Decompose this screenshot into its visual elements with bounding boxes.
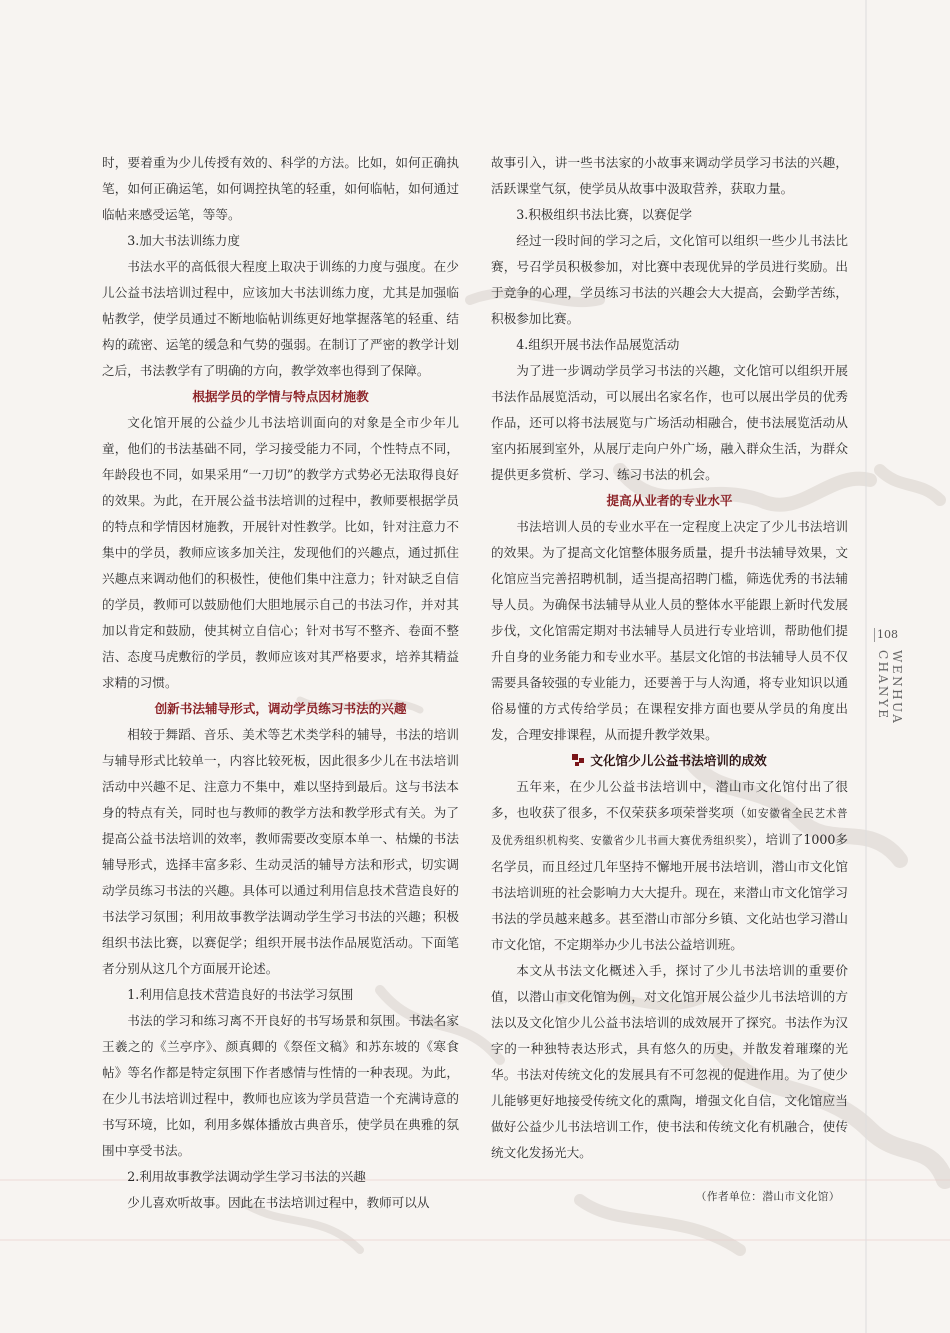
page-number: 108 <box>874 628 896 642</box>
subheading: 4.组织开展书法作品展览活动 <box>516 337 680 352</box>
paragraph: 书法的学习和练习离不开良好的书写场景和氛围。书法名家王羲之的《兰亭序》、颜真卿的《祭侄文稿》和苏东坡的《寒食帖》等名作都是特定氛围下作者感情与性情的一种表现。为此，在少儿书法培训过程中，教师也应该为学员营造一个充满诗意的书写环境，比如，利用多媒体播放古典音乐，使学员在典雅的氛围中享受书法。 <box>102 1013 459 1158</box>
paragraph: 经过一段时间的学习之后，文化馆可以组织一些少儿书法比赛，号召学员积极参加，对比赛中表现优异的学员进行奖励。出于竞争的心理，学员练习书法的兴趣会大大提高，会勤学苦练，积极参加比赛。 <box>491 233 848 326</box>
paragraph: 书法培训人员的专业水平在一定程度上决定了少儿书法培训的效果。为了提高文化馆整体服务质量，提升书法辅导效果，文化馆应当完善招聘机制，适当提高招聘门槛，筛选优秀的书法辅导人员。为确保书法辅导从业人员的整体水平能跟上新时代发展步伐，文化馆需定期对书法辅导人员进行专业培训，帮助他们提升自身的业务能力和专业水平。基层文化馆的书法辅导人员不仅需要具备较强的专业能力，还要善于与人沟通，将专业知识以通俗易懂的方式传给学员；在课程安排方面也要从学员的角度出发，合理安排课程，从而提升教学效果。 <box>491 519 848 742</box>
page-side-tab <box>874 628 904 726</box>
section-heading-text: 文化馆少儿公益书法培训的成效 <box>590 753 767 768</box>
subheading: 3.加大书法训练力度 <box>127 233 240 248</box>
paragraph: 少儿喜欢听故事。因此在书法培训过程中，教师可以从 <box>127 1195 430 1210</box>
section-heading: 创新书法辅导形式，调动学员练习书法的兴趣 <box>154 701 407 716</box>
paragraph-text: ），培训了1000多名学员，而且经过几年坚持不懈地开展书法培训，潜山市文化馆书法培训班的社会影响力大大提升。现在，来潜山市文化馆学习书法的学员越来越多。甚至潜山市部分乡镇、文化站也学习潜山市文化馆，不定期举办少儿书法公益培训班。 <box>491 832 848 952</box>
paragraph: 书法水平的高低很大程度上取决于训练的力度与强度。在少儿公益书法培训过程中，应该加大书法训练力度，尤其是加强临帖教学，使学员通过不断地临帖训练更好地掌握落笔的轻重、结构的疏密、运笔的缓急和气势的强弱。在制订了严密的教学计划之后，书法教学有了明确的方向，教学效率也得到了保障。 <box>102 259 459 378</box>
paragraph-text: 五年来，在少儿公益书法培训中，潜山市文化馆付出了很多，也收获了很多，不仅荣获多项荣誉奖项（ <box>491 779 848 820</box>
award-note: 如安徽省全民艺术普及优秀组织机构奖、安徽省少儿书画大赛优秀组织奖 <box>491 808 849 847</box>
paragraph: 相较于舞蹈、音乐、美术等艺术类学科的辅导，书法的培训与辅导形式比较单一，内容比较死板，因此很多少儿在书法培训活动中兴趣不足、注意力不集中，难以坚持到最后。这与书法本身的特点有关，同时也与教师的教学方法和教学形式有关。为了提高公益书法培训的效率，教师需要改变原本单一、枯燥的书法辅导形式，选择丰富多彩、生动灵活的辅导方法和形式，切实调动学员练习书法的兴趣。具体可以通过利用信息技术营造良好的书法学习氛围；利用故事教学法调动学生学习书法的兴趣；积极组织书法比赛，以赛促学；组织开展书法作品展览活动。下面笔者分别从这几个方面展开论述。 <box>102 727 459 976</box>
subheading: 3.积极组织书法比赛，以赛促学 <box>516 207 692 222</box>
paragraph: 故事引入，讲一些书法家的小故事来调动学员学习书法的兴趣，活跃课堂气氛，使学员从故事中汲取营养，获取力量。 <box>491 155 848 196</box>
author-affiliation: （作者单位：潜山市文化馆） <box>695 1191 840 1203</box>
magazine-name: WENHUA CHANYE <box>876 650 904 726</box>
paragraph: 文化馆开展的公益少儿书法培训面向的对象是全市少年儿童，他们的书法基础不同，学习接受能力不同，个性特点不同，年龄段也不同，如果采用“一刀切”的教学方式势必无法取得良好的效果。为此，在开展公益书法培训的过程中，教师要根据学员的特点和学情因材施教，开展针对性教学。比如，针对注意力不集中的学员，教师应该多加关注，发现他们的兴趣点，通过抓住兴趣点来调动他们的积极性，使他们集中注意力；针对缺乏自信的学员，教师可以鼓励他们大胆地展示自己的书法习作，并对其加以肯定和鼓励，使其树立自信心；针对书写不整齐、卷面不整洁、态度马虎敷衍的学员，教师应该对其严格要求，培养其精益求精的习惯。 <box>102 415 459 690</box>
paragraph <box>491 774 848 958</box>
section-heading: 根据学员的学情与特点因材施教 <box>192 389 369 404</box>
heading-square-icon <box>572 754 584 766</box>
left-column <box>102 150 459 1216</box>
subheading: 2.利用故事教学法调动学生学习书法的兴趣 <box>127 1169 366 1184</box>
subheading: 1.利用信息技术营造良好的书法学习氛围 <box>127 987 354 1002</box>
paragraph: 为了进一步调动学员学习书法的兴趣，文化馆可以组织开展书法作品展览活动，可以展出名家名作，也可以展出学员的优秀作品，还可以将书法展览与广场活动相融合，使书法展览活动从室内拓展到室外，从展厅走向户外广场，融入群众生活，为群众提供更多赏析、学习、练习书法的机会。 <box>491 363 848 482</box>
section-heading <box>491 748 848 774</box>
section-heading: 提高从业者的专业水平 <box>606 493 733 508</box>
right-column <box>491 150 848 1210</box>
paragraph: 时，要着重为少儿传授有效的、科学的方法。比如，如何正确执笔，如何正确运笔，如何调控执笔的轻重，如何临帖，如何通过临帖来感受运笔，等等。 <box>102 155 459 222</box>
paragraph: 本文从书法文化概述入手，探讨了少儿书法培训的重要价值，以潜山市文化馆为例，对文化馆开展公益少儿书法培训的方法以及文化馆少儿公益书法培训的成效展开了探究。书法作为汉字的一种独特表达形式，具有悠久的历史，并散发着璀璨的光华。书法对传统文化的发展具有不可忽视的促进作用。为了使少儿能够更好地接受传统文化的熏陶，增强文化自信，文化馆应当做好公益少儿书法培训工作，使书法和传统文化有机融合，使传统文化发扬光大。 <box>491 963 848 1160</box>
